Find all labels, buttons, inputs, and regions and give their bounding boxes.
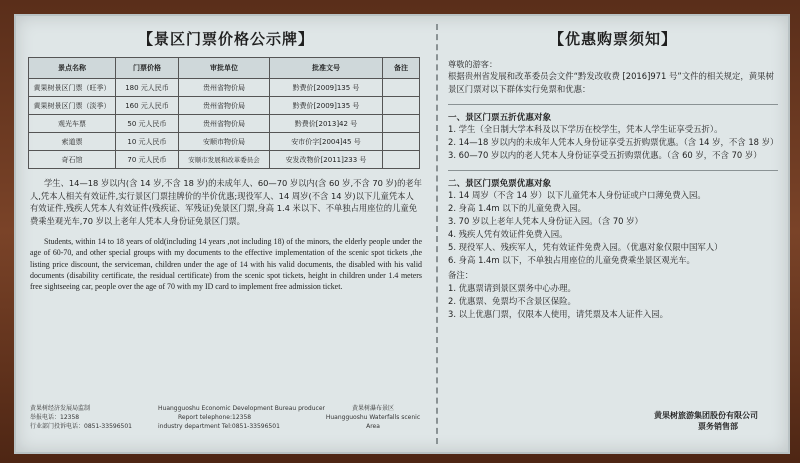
table-cell: 奇石馆	[29, 151, 116, 169]
list-item: 6. 身高 1.4m 以下，不单独占用座位的儿童免费乘坐景区观光车。	[448, 255, 695, 265]
table-cell: 贵州省物价局	[179, 79, 270, 97]
table-cell	[383, 97, 420, 115]
table-cell: 安市价字[2004]45 号	[270, 133, 383, 151]
footer-line: industry department Tel:0851-33596501	[158, 423, 280, 430]
table-cell: 观光车票	[29, 115, 116, 133]
table-row	[29, 79, 420, 97]
table-cell: 黔费价[2013]42 号	[270, 115, 383, 133]
price-panel	[26, 22, 426, 446]
table-cell: 索道票	[29, 133, 116, 151]
table-header: 审批单位	[179, 58, 270, 79]
footer-scenic-area	[322, 404, 424, 431]
table-cell: 180 元人民币	[116, 79, 179, 97]
table-cell: 安顺市发展和改革委员会	[179, 151, 270, 169]
table-cell: 70 元人民币	[116, 151, 179, 169]
table-row	[29, 151, 420, 169]
list-item: 3. 70 岁以上老年人凭本人身份证入园。（含 70 岁）	[448, 216, 643, 226]
notes-title: 备注：	[448, 270, 474, 280]
footer-line: 黄果树经济发展局监制	[30, 405, 91, 412]
divider-line	[448, 170, 778, 171]
discount-policy-chinese: 学生、14—18 岁以内(含 14 岁,不含 18 岁)的未成年人、60—70 岁以内(含 60 岁,不含 70 岁)的老年人,凭本人相关有效证件,实行景区门票挂牌价的半价优惠;现役军人、14 周岁(不含 14 岁)以下儿童凭本人有效证件,残疾人凭本人有效证件(残疾证、军残证)免景区门票,身高 1.4 米以下、不单独占用座位的儿童免费乘坐观光车,70 岁以上老年人凭本人身份证免景区门票。	[30, 178, 422, 226]
list-item: 2. 优惠票、免票均不含景区保险。	[448, 296, 576, 306]
table-cell: 160 元人民币	[116, 97, 179, 115]
table-header: 景点名称	[29, 58, 116, 79]
list-item: 1. 14 周岁（不含 14 岁）以下儿童凭本人身份证或户口薄免费入园。	[448, 190, 706, 200]
table-cell: 黔费价[2009]135 号	[270, 97, 383, 115]
table-header: 批准文号	[270, 58, 383, 79]
issuer-signature	[654, 410, 758, 432]
footer-line: 举报电话：12358	[30, 414, 80, 421]
list-item: 3. 以上优惠门票，仅限本人使用，请凭票及本人证件入园。	[448, 309, 669, 319]
table-cell: 黄果树景区门票（旺季）	[29, 79, 116, 97]
panel-divider	[436, 24, 438, 444]
section-half-price-title: 一、景区门票五折优惠对象	[448, 113, 552, 123]
issuer-department: 票务销售部	[698, 422, 738, 431]
footer-producer-en	[158, 404, 325, 431]
table-cell: 50 元人民币	[116, 115, 179, 133]
ticket-price-table	[28, 57, 420, 169]
notice-panel-title: 【优惠购票须知】	[548, 30, 677, 48]
table-row	[29, 115, 420, 133]
footer-line: Huangguoshu Waterfalls scenic Area	[325, 414, 421, 430]
table-cell: 贵州省物价局	[179, 97, 270, 115]
greeting: 尊敬的游客：	[448, 59, 498, 69]
divider-line	[448, 104, 778, 105]
table-cell: 黔费价[2009]135 号	[270, 79, 383, 97]
section-free-ticket-title: 二、景区门票免票优惠对象	[448, 179, 552, 189]
table-cell: 贵州省物价局	[179, 115, 270, 133]
list-item: 5. 现役军人、残疾军人，凭有效证件免费入园。（优惠对象仅限中国军人）	[448, 242, 723, 252]
footer-line: Huangguoshu Economic Development Bureau producer	[158, 405, 325, 412]
discount-notice-panel	[448, 22, 778, 446]
price-panel-title: 【景区门票价格公示牌】	[137, 30, 314, 48]
table-cell	[383, 79, 420, 97]
table-cell: 安顺市物价局	[179, 133, 270, 151]
table-header: 门票价格	[116, 58, 179, 79]
list-item: 3. 60—70 岁以内的老人凭本人身份证享受五折购票优惠。（含 60 岁，不含 70 岁）	[448, 150, 762, 160]
list-item: 2. 身高 1.4m 以下的儿童免费入园。	[448, 203, 586, 213]
issuer-company: 黄果树旅游集团股份有限公司	[654, 411, 758, 420]
list-item: 1. 优惠票请到景区票务中心办理。	[448, 283, 576, 293]
list-item: 4. 残疾人凭有效证件免费入园。	[448, 229, 568, 239]
table-header-row	[29, 58, 420, 79]
table-row	[29, 133, 420, 151]
table-cell: 安发改物价[2011]233 号	[270, 151, 383, 169]
footer-line: 黄果树瀑布景区	[351, 405, 394, 412]
list-item: 2. 14—18 岁以内的未成年人凭本人身份证享受五折购票优惠。（含 14 岁，不含 18 岁）	[448, 137, 779, 147]
table-cell: 10 元人民币	[116, 133, 179, 151]
table-cell	[383, 115, 420, 133]
footer-line: 行业部门投诉电话：0851-33596501	[30, 423, 132, 430]
footer-producer-cn	[30, 404, 132, 431]
intro-text: 根据贵州省发展和改革委员会文件“黔发改收费 [2016]971 号”文件的相关规定，黄果树景区门票对以下群体实行免票和优惠：	[448, 71, 774, 94]
footer-line: Report telephone:12358	[178, 414, 252, 421]
table-header: 备注	[383, 58, 420, 79]
list-item: 1. 学生（全日制大学本科及以下学历在校学生，凭本人学生证享受五折）。	[448, 124, 723, 134]
table-cell	[383, 151, 420, 169]
table-cell	[383, 133, 420, 151]
table-row	[29, 97, 420, 115]
discount-policy-english: Students, within 14 to 18 years of old(including 14 years ,not including 18) of the minors, the elderly people under the age of 60-70, and other special groups with my documents to the effective implementation of the scenic spot tickets ,the listing price discount, the serviceman, children under the age of 14 with his valid documents, the disabled with his valid documents (disability certificate, the residual certificate) from the scenic spot tickets, height in children under 1.4 meters free sightseeing car, people over the age of 70 with my ID card to implement free admission ticket.	[30, 237, 422, 292]
notice-board	[14, 14, 790, 454]
table-cell: 黄果树景区门票（淡季）	[29, 97, 116, 115]
